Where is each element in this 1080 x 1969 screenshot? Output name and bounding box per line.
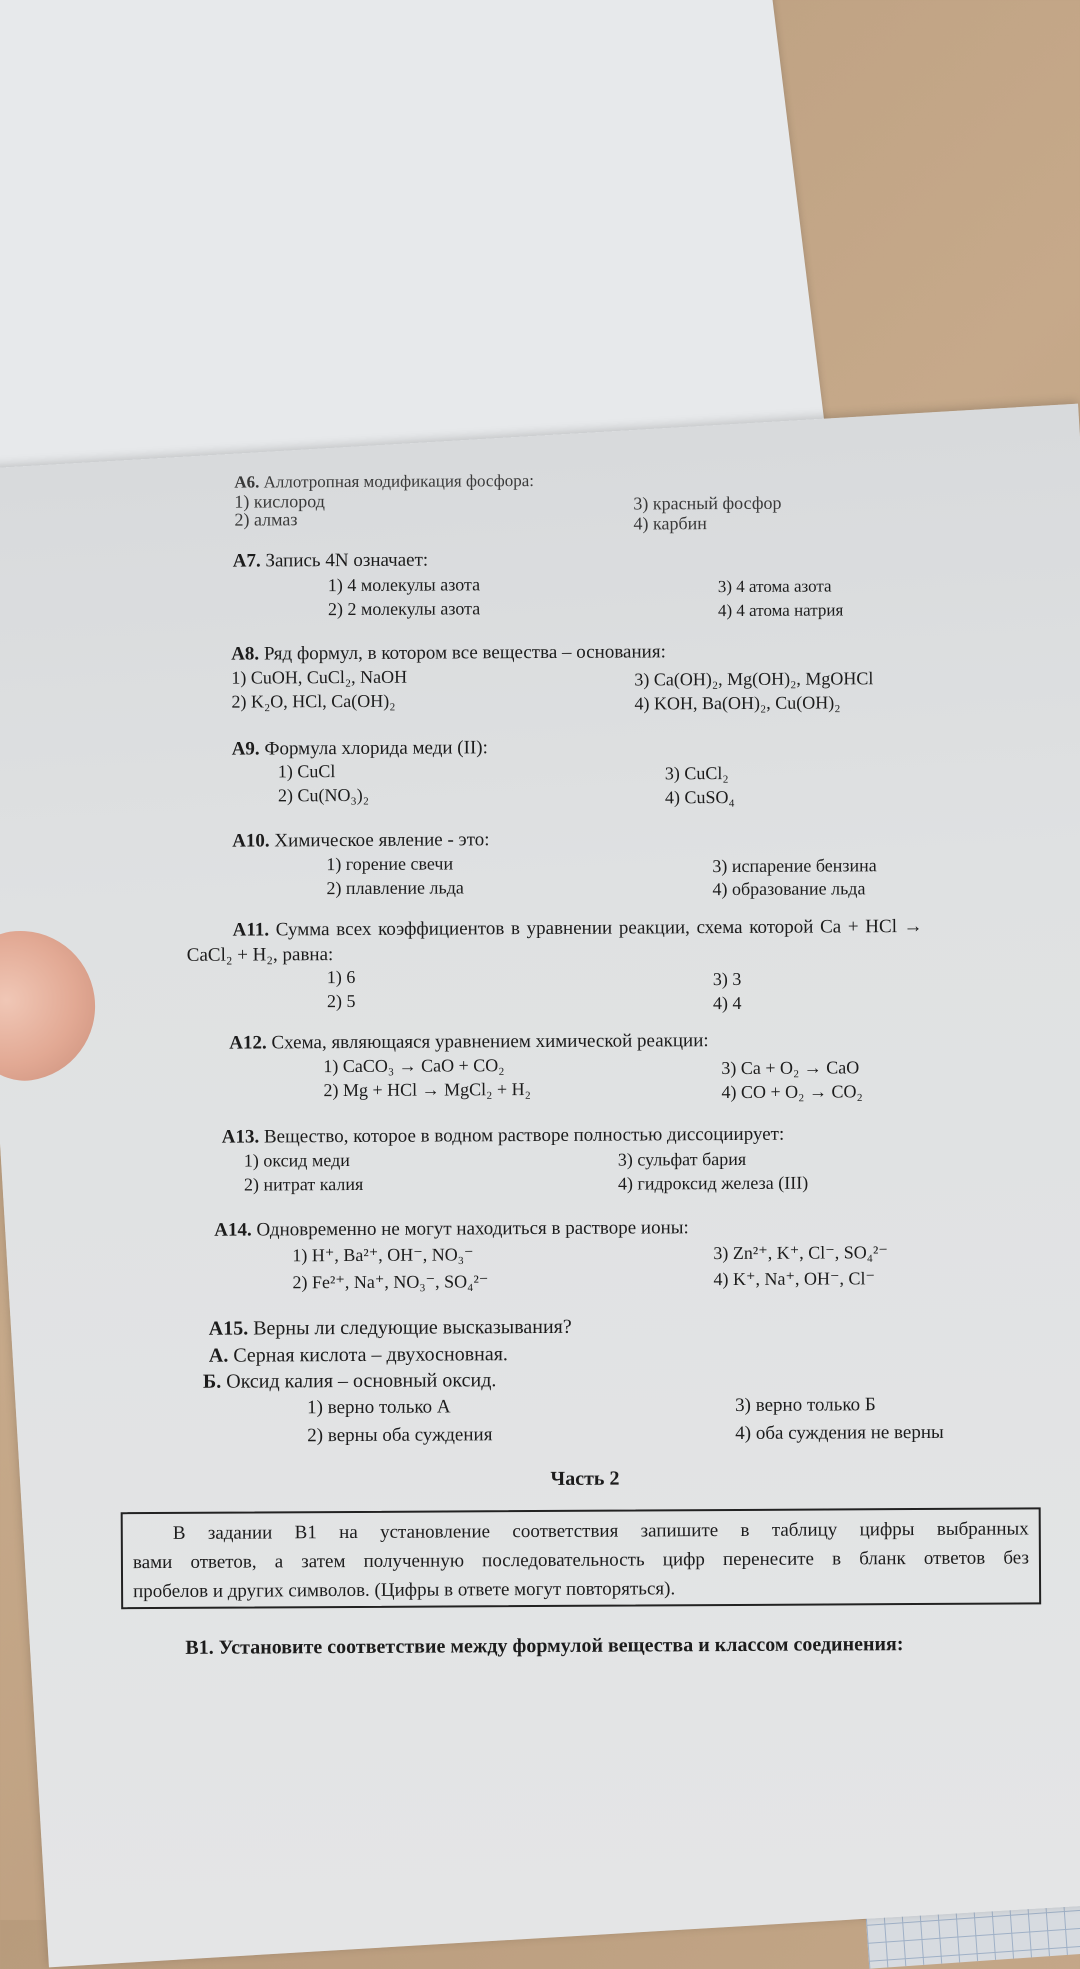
question-text: Сумма всех коэффициентов в уравнении реакции, схема которой Ca + HCl →: [275, 915, 923, 941]
question-text: Схема, являющаяся уравнением химической реакции:: [271, 1030, 709, 1054]
option-2: 2) верны оба суждения: [307, 1424, 493, 1447]
question-a8: [231, 641, 666, 665]
option-2: 2) плавление льда: [326, 877, 464, 899]
instruction-box: [121, 1507, 1041, 1609]
option-1: 1) 6: [326, 966, 356, 988]
option-1: 1) CaCO₃ → CaO + CO₂: [323, 1055, 505, 1077]
option-2: 2) алмаз: [234, 509, 298, 530]
question-a13: [222, 1124, 785, 1149]
question-a9: [232, 737, 488, 760]
option-4: 4) гидроксид железа (III): [617, 1172, 809, 1194]
option-3: 3) Ca(OH)₂, Mg(OH)₂, MgOHCl: [634, 668, 874, 690]
option-1: 1) CuCl: [277, 761, 336, 782]
option-4: 4) 4: [712, 992, 742, 1014]
option-2: 2) Fe²⁺, Na⁺, NO₃⁻, SO₄²⁻: [292, 1271, 489, 1293]
question-number: А13.: [221, 1126, 260, 1148]
option-3: 3) Ca + O₂ → CaO: [721, 1057, 860, 1079]
instruction-text: [133, 1514, 1029, 1606]
question-text: Аллотропная модификация фосфора:: [263, 471, 535, 492]
question-a15: [209, 1316, 572, 1341]
statement-label: Б.: [202, 1370, 222, 1393]
instruction-line: вами ответов, а затем полученную последовательность цифр перенесите в бланк ответов без: [132, 1547, 1029, 1574]
question-number: А12.: [229, 1032, 267, 1054]
question-a7: [233, 550, 429, 573]
option-3: 3) 3: [712, 968, 742, 990]
question-a11-continued: CaCl₂ + H₂, равна:: [186, 944, 334, 966]
option-1: 1) CuOH, CuCl₂, NaOH: [231, 666, 408, 688]
option-4: 4) CO + O₂ → CO₂: [721, 1081, 863, 1103]
option-2: 2) 5: [326, 990, 356, 1012]
question-number: А14.: [214, 1219, 252, 1241]
option-3: 3) испарение бензина: [712, 855, 877, 877]
statement-b: [203, 1369, 496, 1394]
option-3: 3) верно только Б: [735, 1394, 876, 1416]
question-number: А7.: [232, 550, 261, 572]
statement-a: [209, 1343, 508, 1368]
question-a12: [229, 1030, 709, 1055]
statement-label: А.: [208, 1344, 229, 1367]
option-3: 3) сульфат бария: [617, 1148, 747, 1170]
option-4: 4) CuSO₄: [664, 786, 735, 808]
question-text: Верны ли следующие высказывания?: [253, 1315, 572, 1340]
question-text: Установите соответствие между формулой вещества и классом соединения:: [218, 1633, 904, 1659]
option-1: 1) горение свечи: [326, 853, 454, 875]
question-text: Ряд формул, в котором все вещества – основания:: [263, 641, 666, 665]
question-number: А9.: [231, 738, 260, 760]
instruction-line: пробелов и других символов. (Цифры в ответе могут повторяться).: [133, 1578, 676, 1603]
option-2: 2) Cu(NO₃)₂: [277, 784, 370, 806]
question-a6: [234, 471, 534, 493]
question-number: А10.: [232, 830, 270, 852]
question-b1: [185, 1633, 903, 1660]
question-number: А11.: [232, 919, 270, 941]
option-2: 2) 2 молекулы азота: [327, 598, 481, 620]
question-text: Одновременно не могут находиться в растворе ионы:: [256, 1217, 689, 1241]
statement-text: Оксид калия – основный оксид.: [226, 1369, 497, 1393]
option-1: 1) кислород: [234, 491, 325, 512]
option-1: 1) верно только А: [307, 1396, 451, 1419]
question-text: Химическое явление - это:: [274, 829, 490, 852]
question-number: А6.: [234, 472, 260, 492]
option-3: 3) CuCl₂: [664, 763, 729, 784]
question-number: А15.: [208, 1317, 249, 1340]
question-text: Формула хлорида меди (II):: [264, 737, 488, 760]
question-text: Запись 4N означает:: [265, 549, 429, 572]
question-a10: [232, 829, 489, 852]
option-4: 4) оба суждения не верны: [735, 1421, 944, 1444]
option-2: 2) Mg + HCl → MgCl₂ + H₂: [323, 1079, 531, 1101]
instruction-line: В задании В1 на установление соответствия запишите в таблицу цифры выбранных: [172, 1518, 1029, 1544]
option-3: 3) красный фосфор: [633, 492, 782, 514]
question-a14: [214, 1217, 689, 1241]
option-4: 4) KOH, Ba(OH)₂, Cu(OH)₂: [634, 692, 841, 714]
option-4: 4) 4 атома натрия: [717, 600, 844, 621]
question-number: В1.: [185, 1636, 214, 1659]
question-text: Вещество, которое в водном растворе полностью диссоциирует:: [263, 1123, 785, 1148]
question-number: А8.: [231, 643, 260, 665]
statement-text: Серная кислота – двухосновная.: [233, 1343, 508, 1367]
option-3: 3) Zn²⁺, K⁺, Cl⁻, SO₄²⁻: [713, 1242, 888, 1264]
option-1: 1) 4 молекулы азота: [327, 574, 481, 596]
option-1: 1) H⁺, Ba²⁺, OH⁻, NO₃⁻: [292, 1244, 474, 1266]
question-a11: [233, 916, 923, 942]
option-2: 2) нитрат калия: [243, 1173, 364, 1195]
option-4: 4) карбин: [633, 513, 707, 534]
option-2: 2) K₂O, HCl, Ca(OH)₂: [231, 690, 396, 712]
option-4: 4) K⁺, Na⁺, OH⁻, Cl⁻: [713, 1268, 876, 1290]
option-1: 1) оксид меди: [243, 1149, 350, 1171]
option-4: 4) образование льда: [712, 878, 866, 900]
part2-title: Часть 2: [550, 1467, 620, 1490]
option-3: 3) 4 атома азота: [717, 576, 832, 597]
